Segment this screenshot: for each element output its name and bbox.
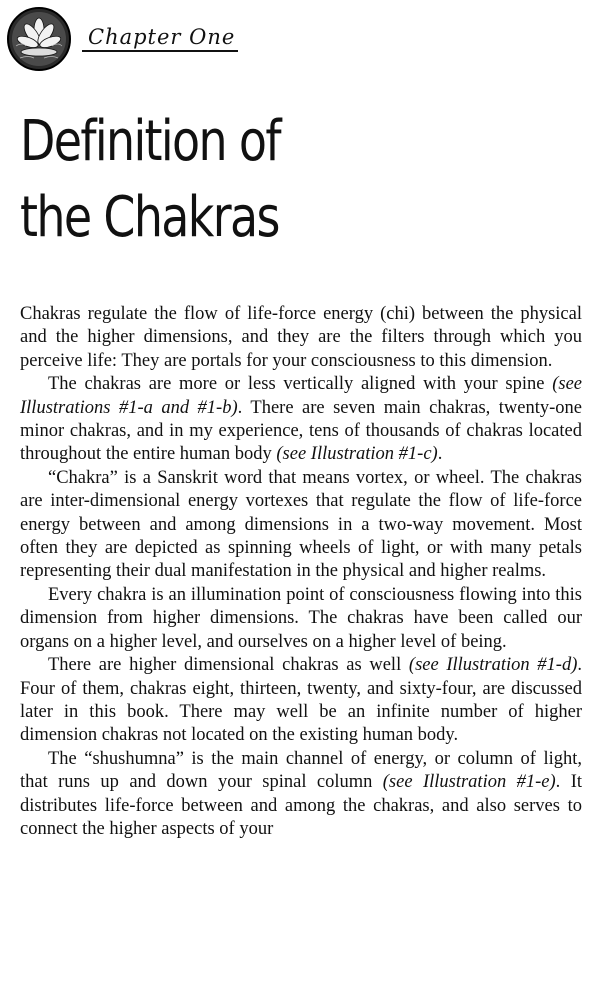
paragraph [20,303,582,373]
title-line-2: the Chakras [20,185,279,250]
page-title [20,104,280,256]
paragraph-text: The chakras are more or less vertically aligned with your spine [48,374,553,395]
paragraph-text: . [437,444,443,465]
paragraph [20,467,582,584]
lotus-emblem-icon [6,6,72,72]
illustration-reference: (see Illustrations #1-a and #1-b) [20,374,582,418]
body-text [20,303,582,841]
paragraph [20,748,582,842]
paragraph-text: . It distributes life-force between and among the chakras, and also serves to connect the higher aspects of your [20,772,582,839]
paragraph-text: There are higher dimensional chakras as well [48,655,409,676]
paragraph [20,654,582,748]
illustration-reference: (see Illustration #1-e) [382,772,556,793]
chapter-label: Chapter One [82,24,238,52]
paragraph-text: . Four of them, chakras eight, thirteen, twenty, and sixty-four, are discussed later in this book. There may well be an infinite number of higher dimension chakras not located on the existing human body. [20,655,582,746]
title-line-1: Definition of [20,109,280,174]
paragraph-text: . There are seven main chakras, twenty-one minor chakras, and in my experience, tens of thousands of chakras located throughout the entire human body [20,397,582,465]
illustration-reference: (see Illustration #1-c) [276,444,438,465]
paragraph-text: Chakras regulate the flow of life-force energy (chi) between the physical and the higher dimensions, and they are the filters through which you perceive life: They are portals for your consciousness to this dimension. [20,304,582,371]
paragraph-text: The “shushumna” is the main channel of energy, or column of light, that runs up and down your spinal column [20,748,582,793]
paragraph [20,373,582,467]
paragraph-text: “Chakra” is a Sanskrit word that means vortex, or wheel. The chakras are inter-dimensional energy vortexes that regulate the flow of life-force energy between and among dimensions in a two-way movement. Most often they are depicted as spinning wheels of light, or with many petals representing their dual manifestation in the physical and higher realms. [20,467,582,582]
paragraph-text: Every chakra is an illumination point of consciousness flowing into this dimension from higher dimensions. The chakras have been called our organs on a higher level, and ourselves on a higher level of being. [20,584,582,652]
illustration-reference: (see Illustration #1-d) [408,655,578,676]
paragraph [20,584,582,654]
